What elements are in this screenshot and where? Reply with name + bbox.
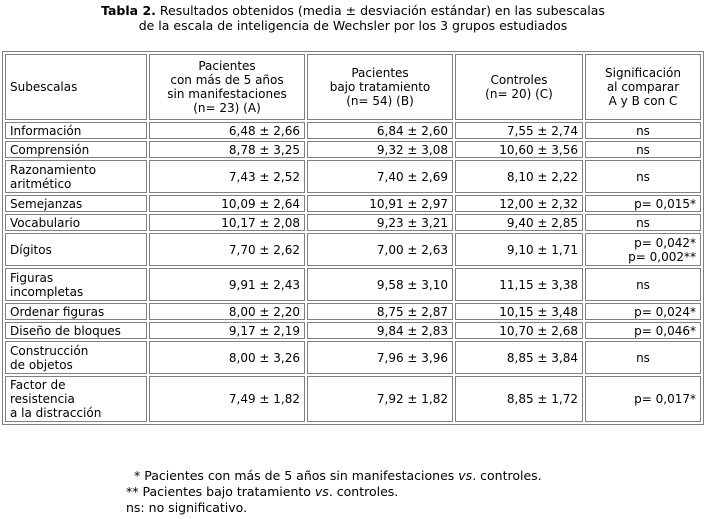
significance-line: ns <box>636 350 650 365</box>
significance-value <box>585 322 701 339</box>
significance-line: ns <box>636 215 650 230</box>
footnote-1 <box>126 468 542 484</box>
header-group-a <box>149 54 305 120</box>
footnote-3 <box>126 500 542 516</box>
caption-text-1: Resultados obtenidos (media ± desviación estándar) en las subescalas <box>159 3 605 18</box>
value-group-a: 6,48 ± 2,66 <box>149 122 305 139</box>
significance-value <box>585 160 701 193</box>
value-group-a: 10,17 ± 2,08 <box>149 214 305 231</box>
subscale-name-line: Comprensión <box>10 142 90 157</box>
header-line: Pacientes <box>198 59 256 73</box>
significance-value <box>585 233 701 266</box>
header-line: con más de 5 años <box>170 73 284 87</box>
value-group-c: 8,85 ± 3,84 <box>455 341 583 374</box>
subscale-name-line: resistencia <box>10 392 75 406</box>
subscale-name <box>5 233 147 266</box>
value-group-c: 7,55 ± 2,74 <box>455 122 583 139</box>
caption-line-1 <box>0 3 706 18</box>
value-group-a: 7,70 ± 2,62 <box>149 233 305 266</box>
value-group-b: 7,96 ± 3,96 <box>307 341 453 374</box>
footnote-2 <box>126 484 542 500</box>
subscale-name <box>5 341 147 374</box>
subscale-name <box>5 376 147 422</box>
value-group-b: 9,58 ± 3,10 <box>307 268 453 301</box>
value-group-b: 9,84 ± 2,83 <box>307 322 453 339</box>
table-row <box>5 214 701 231</box>
header-subescalas: Subescalas <box>5 54 147 120</box>
footnote-2-text: Pacientes bajo tratamiento <box>142 484 315 499</box>
subscale-name <box>5 214 147 231</box>
value-group-b: 6,84 ± 2,60 <box>307 122 453 139</box>
significance-line: p= 0,017* <box>634 392 696 406</box>
significance-value <box>585 141 701 158</box>
value-group-c: 12,00 ± 2,32 <box>455 195 583 212</box>
significance-value <box>585 122 701 139</box>
caption-label: Tabla 2. <box>101 3 156 18</box>
subscale-name-line: Información <box>10 123 82 138</box>
value-group-c: 10,15 ± 3,48 <box>455 303 583 320</box>
footnote-1-end: . controles. <box>472 468 542 483</box>
significance-value <box>585 214 701 231</box>
table-caption <box>0 3 706 33</box>
value-group-b: 9,32 ± 3,08 <box>307 141 453 158</box>
subscale-name-line: Figuras <box>10 270 54 285</box>
significance-line: ns <box>636 277 650 292</box>
value-group-b: 7,92 ± 1,82 <box>307 376 453 422</box>
significance-value <box>585 303 701 320</box>
subscale-name-line: Factor de <box>10 378 66 392</box>
table-row <box>5 268 701 301</box>
header-line: bajo tratamiento <box>329 80 431 94</box>
subscale-name <box>5 195 147 212</box>
header-line: (n= 23) (A) <box>193 101 261 115</box>
footnote-1-vs: vs <box>458 468 473 483</box>
value-group-c: 8,10 ± 2,22 <box>455 160 583 193</box>
header-line: (n= 20) (C) <box>485 87 553 101</box>
significance-line: p= 0,024* <box>634 304 696 319</box>
value-group-c: 9,40 ± 2,85 <box>455 214 583 231</box>
value-group-a: 8,00 ± 2,20 <box>149 303 305 320</box>
table-row <box>5 141 701 158</box>
subscale-name-line: Ordenar figuras <box>10 304 105 319</box>
value-group-a: 10,09 ± 2,64 <box>149 195 305 212</box>
header-line: Pacientes <box>351 66 409 80</box>
value-group-a: 8,00 ± 3,26 <box>149 341 305 374</box>
value-group-c: 11,15 ± 3,38 <box>455 268 583 301</box>
value-group-c: 10,60 ± 3,56 <box>455 141 583 158</box>
significance-line: ns <box>636 123 650 138</box>
table-row <box>5 376 701 422</box>
table-row <box>5 122 701 139</box>
header-line: sin manifestaciones <box>167 87 287 101</box>
significance-value <box>585 376 701 422</box>
footnote-2-vs: vs <box>314 484 329 499</box>
value-group-b: 7,40 ± 2,69 <box>307 160 453 193</box>
subscale-name <box>5 268 147 301</box>
header-significance <box>585 54 701 120</box>
table-row <box>5 303 701 320</box>
subscale-name-line: Semejanzas <box>10 196 83 211</box>
significance-value <box>585 268 701 301</box>
subscale-name <box>5 122 147 139</box>
significance-line: ns <box>636 142 650 157</box>
table-row <box>5 195 701 212</box>
value-group-a: 9,91 ± 2,43 <box>149 268 305 301</box>
significance-line: p= 0,042* <box>634 235 696 250</box>
table-row <box>5 233 701 266</box>
significance-line: p= 0,002** <box>628 249 696 264</box>
header-row <box>5 54 701 120</box>
footnote-1-mark: * <box>134 468 141 483</box>
value-group-c: 8,85 ± 1,72 <box>455 376 583 422</box>
value-group-b: 7,00 ± 2,63 <box>307 233 453 266</box>
header-line: (n= 54) (B) <box>346 94 414 108</box>
value-group-a: 7,43 ± 2,52 <box>149 160 305 193</box>
value-group-a: 8,78 ± 3,25 <box>149 141 305 158</box>
table-row <box>5 341 701 374</box>
subscale-name <box>5 141 147 158</box>
significance-value <box>585 341 701 374</box>
footnote-3-mark: ns: <box>126 500 145 515</box>
footnotes <box>126 468 542 516</box>
header-line: A y B con C <box>608 94 678 108</box>
value-group-c: 10,70 ± 2,68 <box>455 322 583 339</box>
significance-value <box>585 195 701 212</box>
caption-line-2: de la escala de inteligencia de Wechsler por los 3 grupos estudiados <box>138 18 568 33</box>
footnote-1-text: Pacientes con más de 5 años sin manifestaciones <box>144 468 459 483</box>
subscale-name-line: Dígitos <box>10 242 52 257</box>
table-row <box>5 322 701 339</box>
subscale-name-line: de objetos <box>10 357 73 372</box>
header-line: Controles <box>490 73 548 87</box>
table-row <box>5 160 701 193</box>
header-group-c <box>455 54 583 120</box>
footnote-3-text: no significativo. <box>148 500 248 515</box>
significance-line: ns <box>636 169 650 184</box>
subscale-name-line: Construcción <box>10 343 89 358</box>
subscale-name-line: aritmético <box>10 176 72 191</box>
value-group-a: 9,17 ± 2,19 <box>149 322 305 339</box>
subscale-name-line: Diseño de bloques <box>10 323 121 338</box>
subscale-name <box>5 303 147 320</box>
value-group-a: 7,49 ± 1,82 <box>149 376 305 422</box>
subscale-name-line: Razonamiento <box>10 162 97 177</box>
results-table <box>2 51 704 425</box>
subscale-name-line: a la distracción <box>10 406 102 420</box>
footnote-2-mark: ** <box>126 484 139 499</box>
value-group-b: 9,23 ± 3,21 <box>307 214 453 231</box>
significance-line: p= 0,015* <box>634 196 696 211</box>
header-group-b <box>307 54 453 120</box>
value-group-b: 10,91 ± 2,97 <box>307 195 453 212</box>
subscale-name <box>5 160 147 193</box>
significance-line: p= 0,046* <box>634 323 696 338</box>
value-group-c: 9,10 ± 1,71 <box>455 233 583 266</box>
footnote-2-end: . controles. <box>328 484 399 499</box>
header-line: Significación <box>605 66 681 80</box>
subscale-name-line: Vocabulario <box>10 215 81 230</box>
value-group-b: 8,75 ± 2,87 <box>307 303 453 320</box>
subscale-name-line: incompletas <box>10 284 84 299</box>
header-line: al comparar <box>606 80 680 94</box>
subscale-name <box>5 322 147 339</box>
table-body <box>5 122 701 422</box>
